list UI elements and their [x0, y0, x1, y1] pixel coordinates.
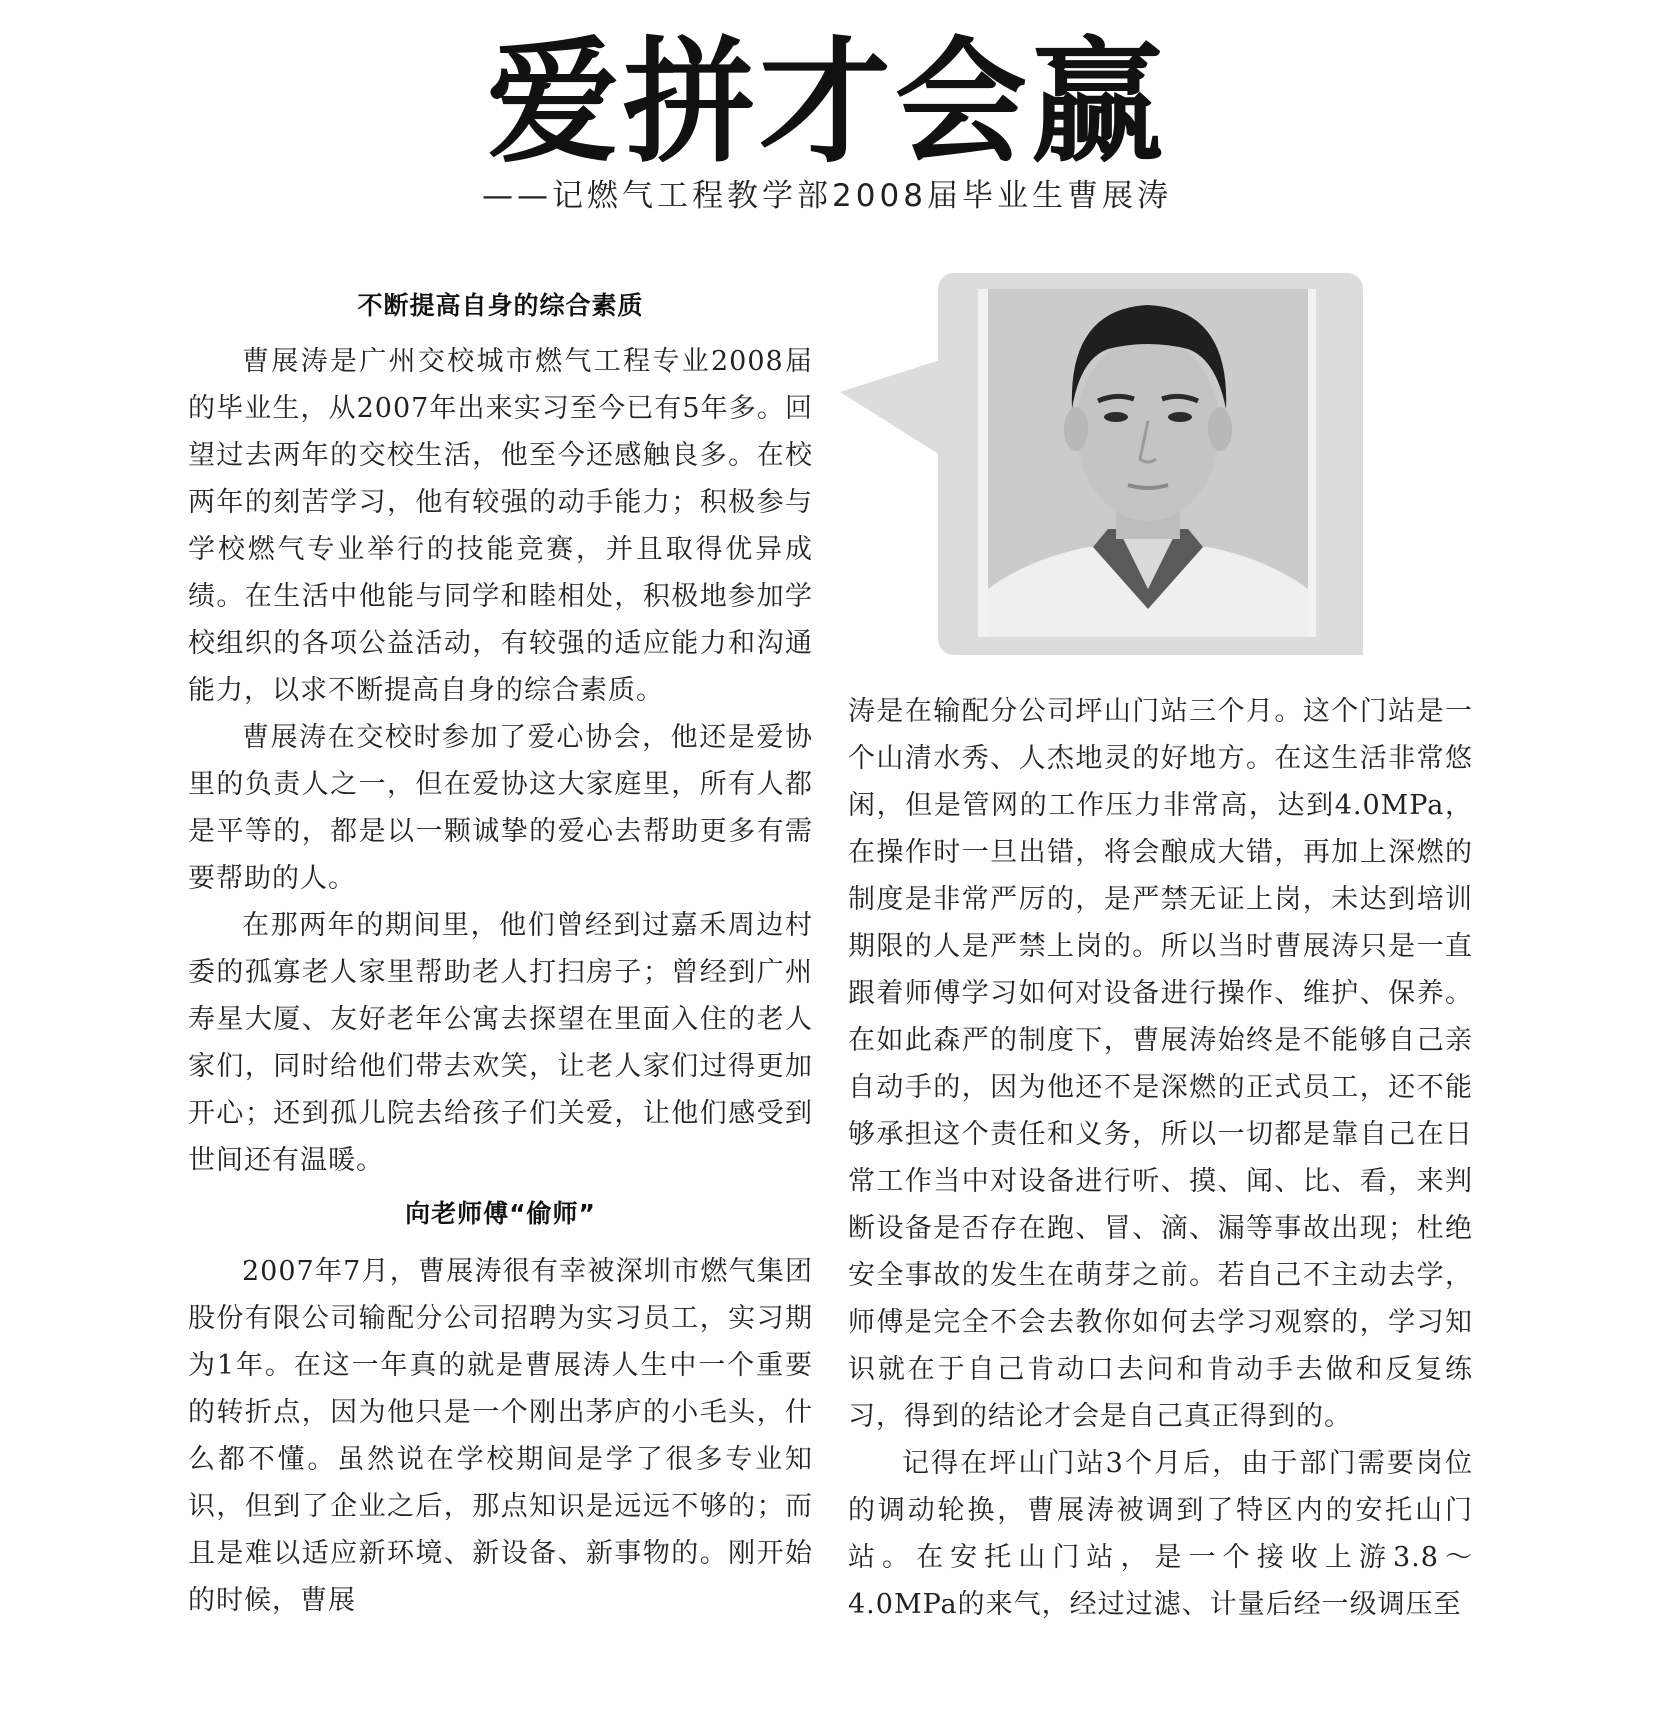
paragraph: 涛是在输配分公司坪山门站三个月。这个门站是一个山清水秀、人杰地灵的好地方。在这生活非常悠闲，但是管网的工作压力非常高，达到4.0MPa，在操作时一旦出错，将会酿成大错，再加上深燃的制度是非常严厉的，是严禁无证上岗，未达到培训期限的人是严禁上岗的。所以当时曹展涛只是一直跟着师傅学习如何对设备进行操作、维护、保养。在如此森严的制度下，曹展涛始终是不能够自己亲自动手的，因为他还不是深燃的正式员工，还不能够承担这个责任和义务，所以一切都是靠自己在日常工作当中对设备进行听、摸、闻、比、看，来判断设备是否存在跑、冒、滴、漏等事故出现；杜绝安全事故的发生在萌芽之前。若自己不主动去学，师傅是完全不会去教你如何去学习观察的，学习知识就在于自己肯动口去问和肯动手去做和反复练习，得到的结论才会是自己真正得到的。 — [848, 696, 1473, 1432]
photo-border — [1308, 289, 1316, 637]
section-heading-2: 向老师傅“偷师” — [405, 1199, 596, 1228]
paragraph: 记得在坪山门站3个月后，由于部门需要岗位的调动轮换，曹展涛被调到了特区内的安托山门站。在安托山门站，是一个接收上游3.8～4.0MPa的来气，经过过滤、计量后经一级调压至 — [848, 1448, 1473, 1620]
paragraph: 曹展涛是广州交校城市燃气工程专业2008届的毕业生，从2007年出来实习至今已有5年多。回望过去两年的交校生活，他至今还感触良多。在校两年的刻苦学习，他有较强的动手能力；积极参与学校燃气专业举行的技能竞赛，并且取得优异成绩。在生活中他能与同学和睦相处，积极地参加学校组织的各项公益活动，有较强的适应能力和沟通能力，以求不断提高自身的综合素质。 — [188, 346, 813, 706]
paragraph: 在那两年的期间里，他们曾经到过嘉禾周边村委的孤寡老人家里帮助老人打扫房子；曾经到广州寿星大厦、友好老年公寓去探望在里面入住的老人家们，同时给他们带去欢笑，让老人家们过得更加开心；还到孤儿院去给孩子们关爱，让他们感受到世间还有温暖。 — [188, 910, 813, 1176]
paragraph: 2007年7月，曹展涛很有幸被深圳市燃气集团股份有限公司输配分公司招聘为实习员工，实习期为1年。在这一年真的就是曹展涛人生中一个重要的转折点，因为他只是一个刚出茅庐的小毛头，什么都不懂。虽然说在学校期间是学了很多专业知识，但到了企业之后，那点知识是远远不够的；而且是难以适应新环境、新设备、新事物的。刚开始的时候，曹展 — [188, 1256, 813, 1616]
photo-border — [978, 289, 988, 637]
portrait-illustration — [988, 289, 1308, 637]
section-heading-1: 不断提高自身的综合素质 — [357, 291, 644, 320]
paragraph: 曹展涛在交校时参加了爱心协会，他还是爱协里的负责人之一，但在爱协这大家庭里，所有人都是平等的，都是以一颗诚挚的爱心去帮助更多有需要帮助的人。 — [188, 722, 813, 894]
right-column — [848, 688, 1473, 1628]
portrait-photo — [988, 289, 1308, 637]
speech-bubble-tail — [0, 0, 1654, 700]
article-subtitle: ——记燃气工程教学部2008届毕业生曹展涛 — [482, 178, 1172, 214]
article-title: 爱拼才会赢 — [487, 24, 1167, 182]
